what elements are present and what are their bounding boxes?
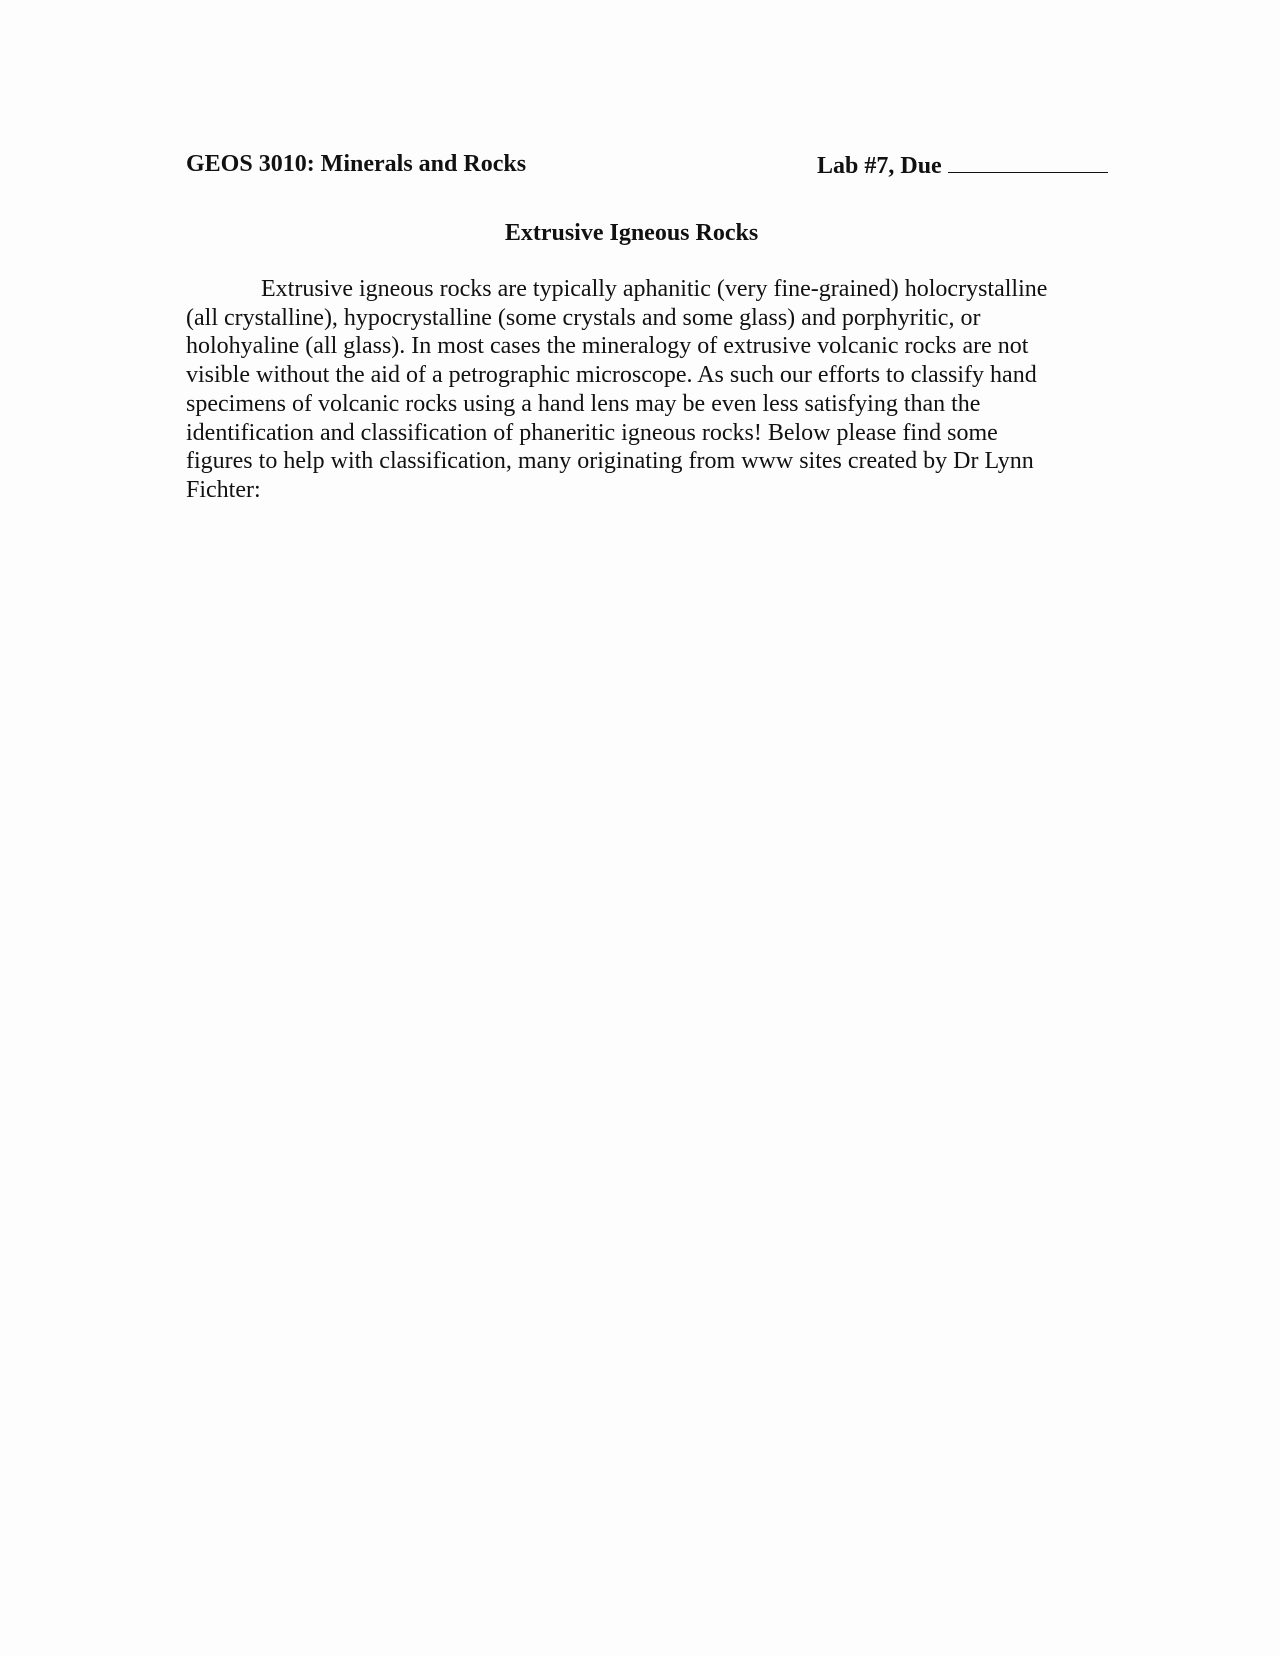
paragraph-line: Extrusive igneous rocks are typically aphanitic (very fine-grained) holocrystalline [261,276,1048,302]
lab-due-label: Lab #7, Due [817,153,942,179]
paragraph-line: figures to help with classification, many originating from www sites created by Dr Lynn [186,448,1034,475]
paragraph-line: specimens of volcanic rocks using a hand lens may be even less satisfying than the [186,390,981,417]
paragraph-line: (all crystalline), hypocrystalline (some crystals and some glass) and porphyritic, or [186,304,981,331]
due-date-blank [948,147,1108,173]
paragraph-line: holohyaline (all glass). In most cases the mineralogy of extrusive volcanic rocks are not [186,333,1029,360]
course-title: GEOS 3010: Minerals and Rocks [186,151,527,177]
lab-due-heading [817,147,1108,183]
document-title: Extrusive Igneous Rocks [504,220,759,246]
paragraph-line: Fichter: [186,476,261,503]
intro-paragraph [186,275,1086,505]
page-header [186,147,1116,181]
paragraph-line: identification and classification of phaneritic igneous rocks! Below please find some [186,419,998,446]
paragraph-line: visible without the aid of a petrographic microscope. As such our efforts to classify hand [186,362,1037,389]
